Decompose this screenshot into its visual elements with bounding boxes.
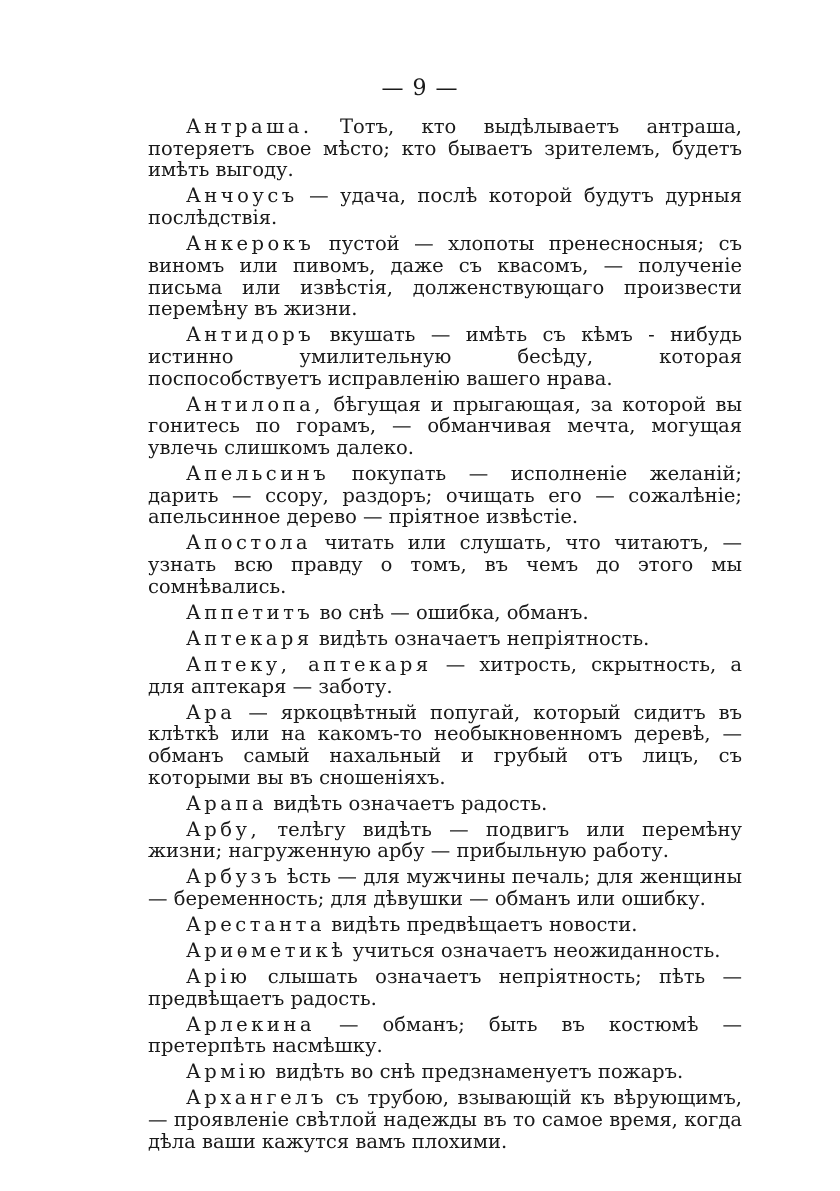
headword: Аптекаря xyxy=(186,626,313,650)
entry-text: — удача, послѣ которой будутъ дурныя послѣдствія. xyxy=(148,184,742,230)
headword: Архангелъ xyxy=(186,1086,327,1110)
headword: Арестанта xyxy=(186,913,326,937)
headword: Апельсинъ xyxy=(186,462,330,486)
entry-text: видѣть означаетъ непріятность. xyxy=(312,626,650,650)
entry-appetit xyxy=(148,602,742,624)
entry-anchous xyxy=(148,185,742,228)
entry-antidor xyxy=(148,324,742,389)
entry-text: покупать — исполненіе желаній; дарить — ссору, раздоръ; очищать его — сожалѣніе; апельсинное дерево — пріятное извѣстіе. xyxy=(148,462,742,529)
entry-arbuz xyxy=(148,866,742,909)
entry-ankerok xyxy=(148,233,742,320)
entry-text: телѣгу видѣть — подвигъ или перемѣну жизни; нагруженную арбу — прибыльную работу. xyxy=(148,817,742,863)
headword: Ариѳметикѣ xyxy=(186,939,347,963)
headword: Арбузъ xyxy=(186,865,281,889)
entry-text: видѣть означаетъ радость. xyxy=(267,791,548,815)
entry-ariyu xyxy=(148,966,742,1009)
entry-arlekina xyxy=(148,1014,742,1057)
headword: Анчоусъ xyxy=(186,184,298,208)
headword: Арлекина xyxy=(186,1012,315,1036)
headword: Анкерокъ xyxy=(186,232,315,256)
entry-text: пустой — хлопоты пренесносныя; съ виномъ или пивомъ, даже съ квасомъ, — полученіе письма или извѣстія, долженствующаго произвести перемѣну въ жизни. xyxy=(148,232,742,321)
headword: Антилопа, xyxy=(186,392,324,416)
entry-text: вкушать — имѣть съ кѣмъ - нибудь истинно умилительную бесѣду, которая поспособствуетъ исправленію вашего нрава. xyxy=(148,323,742,390)
entry-armiyu xyxy=(148,1061,742,1083)
headword: Арапа xyxy=(186,791,267,815)
headword: Армію xyxy=(186,1060,270,1084)
entry-ara xyxy=(148,702,742,789)
entry-antilopa xyxy=(148,394,742,459)
entry-aptekarya xyxy=(148,628,742,650)
entry-text: во снѣ — ошибка, обманъ. xyxy=(313,600,589,624)
entry-text: — яркоцвѣтный попугай, который сидитъ въ клѣткѣ или на какомъ-то необыкновенномъ деревѣ, — обманъ самый нахальный и грубый отъ лицъ, съ которыми вы въ сношеніяхъ. xyxy=(148,700,742,789)
entry-apelsin xyxy=(148,463,742,528)
headword: Арію xyxy=(186,965,251,989)
entry-text: Тотъ, кто выдѣлываетъ антраша, потеряетъ свое мѣсто; кто бываетъ зрителемъ, будетъ имѣть выгоду. xyxy=(148,115,742,182)
entry-text: видѣть предвѣщаетъ новости. xyxy=(325,913,638,937)
entry-text: читать или слушать, что читаютъ, — узнать всю правду о томъ, въ чемъ до этого мы сомнѣвались. xyxy=(148,531,742,598)
entry-text: видѣть во снѣ предзнаменуетъ пожаръ. xyxy=(269,1060,684,1084)
entry-arapa xyxy=(148,793,742,815)
entry-apteku xyxy=(148,654,742,697)
entry-arkhangel xyxy=(148,1087,742,1152)
headword: Ара xyxy=(186,700,236,724)
headword: Антидоръ xyxy=(186,323,315,347)
headword: Аппетитъ xyxy=(186,600,314,624)
entry-text: ѣсть — для мужчины печаль; для женщины — беременность; для дѣвушки — обманъ или ошибку. xyxy=(148,865,742,911)
headword: Арбу, xyxy=(186,817,261,841)
entry-text: — обманъ; быть въ костюмѣ — претерпѣть насмѣшку. xyxy=(148,1012,742,1058)
headword: Антраша. xyxy=(186,115,313,138)
entry-text: учиться означаетъ неожиданность. xyxy=(346,939,721,963)
entry-arestanta xyxy=(148,914,742,936)
dictionary-entries xyxy=(148,116,742,1157)
headword: Аптеку, аптекаря xyxy=(186,652,432,676)
entry-text: съ трубою, взывающій къ вѣрующимъ, — проявленіе свѣтлой надежды въ то самое время, когда дѣла ваши кажутся вамъ плохими. xyxy=(148,1086,742,1153)
entry-apostola xyxy=(148,532,742,597)
headword: Апостола xyxy=(186,531,311,555)
entry-arifmetike xyxy=(148,940,742,962)
entry-arbu xyxy=(148,819,742,862)
entry-antrasha xyxy=(148,116,742,181)
page-number: — 9 — xyxy=(381,76,459,101)
entry-text: слышать означаетъ непріятность; пѣть — предвѣщаетъ радость. xyxy=(148,965,742,1010)
entry-text: — хитрость, скрытность, а для аптекаря — заботу. xyxy=(148,652,742,698)
entry-text: бѣгущая и прыгающая, за которой вы гонитесь по горамъ, — обманчивая мечта, могущая увлечь слишкомъ далеко. xyxy=(148,392,742,460)
